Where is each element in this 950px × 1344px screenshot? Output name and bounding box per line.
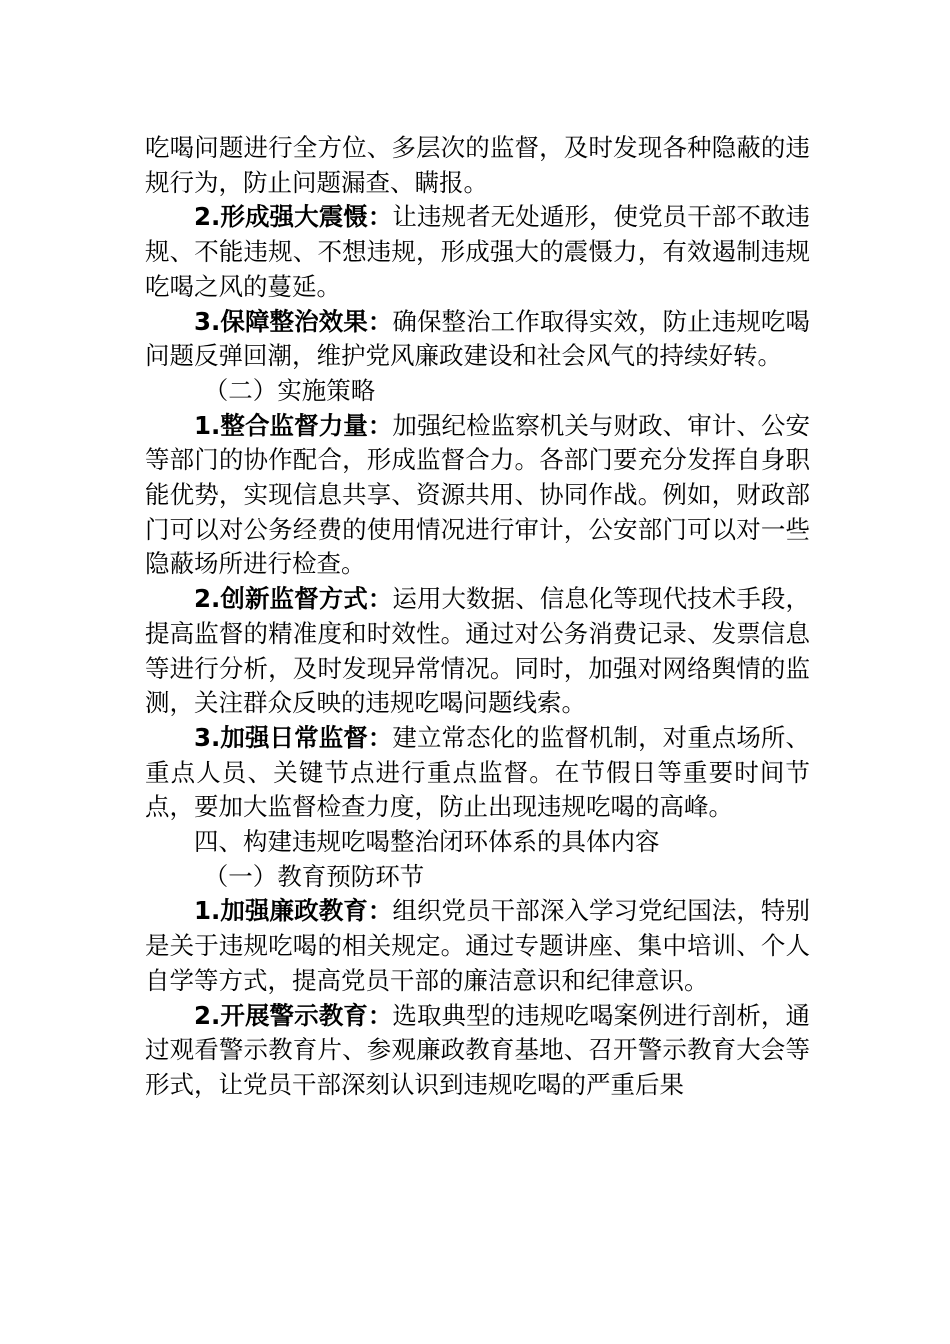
paragraph-integrate (145, 409, 810, 583)
heading-text: 四、构建违规吃喝整治闭环体系的具体内容 (194, 827, 660, 857)
section-heading-education (145, 860, 810, 895)
paragraph-lead: 2.形成强大震慑： (194, 202, 393, 232)
paragraph-text: 吃喝问题进行全方位、多层次的监督，及时发现各种隐蔽的违规行为，防止问题漏查、瞒报。 (145, 133, 810, 197)
paragraph-continuation (145, 131, 810, 200)
heading-text: （二）实施策略 (203, 375, 376, 405)
paragraph-lead: 1.整合监督力量： (194, 410, 393, 440)
paragraph-daily (145, 721, 810, 825)
paragraph-deterrence (145, 200, 810, 304)
paragraph-text: 运用大数据、信息化等现代技术手段，提高监督的精准度和时效性。通过对公务消费记录、发票信息等进行分析，及时发现异常情况。同时，加强对网络舆情的监测，关注群众反映的违规吃喝问题线索。 (145, 584, 810, 718)
paragraph-text: 加强纪检监察机关与财政、审计、公安等部门的协作配合，形成监督合力。各部门要充分发挥自身职能优势，实现信息共享、资源共用、协同作战。例如，财政部门可以对公务经费的使用情况进行审计，公安部门可以对一些隐蔽场所进行检查。 (145, 410, 810, 579)
paragraph-lead: 3.加强日常监督： (194, 722, 393, 752)
paragraph-text: 建立常态化的监督机制，对重点场所、重点人员、关键节点进行重点监督。在节假日等重要时间节点，要加大监督检查力度，防止出现违规吃喝的高峰。 (145, 722, 810, 822)
paragraph-innovate (145, 582, 810, 721)
paragraph-text: 组织党员干部深入学习党纪国法，特别是关于违规吃喝的相关规定。通过专题讲座、集中培训、个人自学等方式，提高党员干部的廉洁意识和纪律意识。 (145, 896, 810, 995)
section-heading-strategy (145, 374, 810, 409)
paragraph-text: 让违规者无处遁形，使党员干部不敢违规、不能违规、不想违规，形成强大的震慑力，有效遏制违规吃喝之风的蔓延。 (145, 202, 810, 301)
section-heading-system (145, 825, 810, 860)
paragraph-warning (145, 999, 810, 1103)
paragraph-text: 确保整治工作取得实效，防止违规吃喝问题反弹回潮，维护党风廉政建设和社会风气的持续好转。 (145, 306, 810, 371)
paragraph-effect (145, 305, 810, 374)
paragraph-lead: 2.开展警示教育： (194, 1000, 393, 1030)
document-body (145, 131, 810, 1103)
paragraph-lead: 3.保障整治效果： (194, 306, 393, 336)
paragraph-integrity (145, 894, 810, 998)
paragraph-lead: 2.创新监督方式： (194, 584, 393, 614)
paragraph-text: 选取典型的违规吃喝案例进行剖析，通过观看警示教育片、参观廉政教育基地、召开警示教育大会等形式，让党员干部深刻认识到违规吃喝的严重后果 (145, 1000, 810, 1099)
paragraph-lead: 1.加强廉政教育： (194, 896, 393, 926)
heading-text: （一）教育预防环节 (203, 861, 425, 891)
